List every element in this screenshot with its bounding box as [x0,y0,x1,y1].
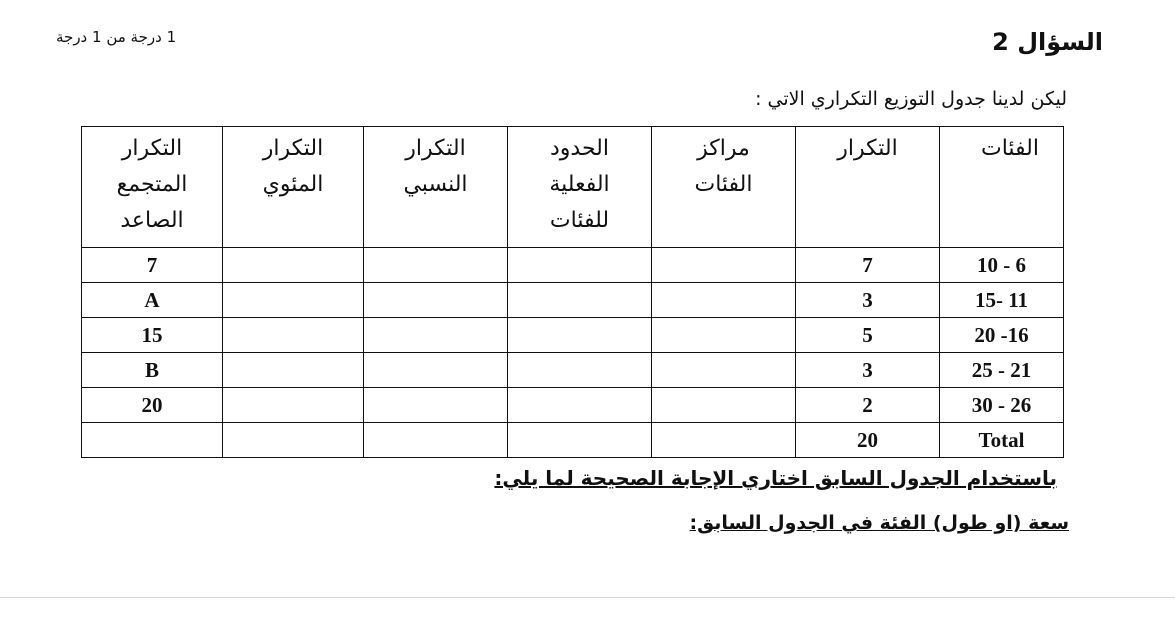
cumulative-cell: B [82,353,223,388]
percent-cell [223,353,364,388]
boundary-cell [508,318,652,353]
class-cell: 11 -15 [940,283,1064,318]
table-row [82,388,1064,423]
cumulative-cell: 15 [82,318,223,353]
boundary-cell [508,283,652,318]
boundary-cell [508,248,652,283]
table-header-row [82,127,1064,248]
table-row [82,318,1064,353]
relative-cell [364,353,508,388]
relative-cell [364,423,508,458]
class-cell: 21 - 25 [940,353,1064,388]
header-class-boundaries: الحدود الفعلية للفئات [508,127,652,248]
class-cell: 6 - 10 [940,248,1064,283]
header-class-midpoints: مراكز الفئات [652,127,796,248]
cumulative-cell: 7 [82,248,223,283]
frequency-cell: 2 [796,388,940,423]
cumulative-cell [82,423,223,458]
question-score: 1 درجة من 1 درجة [56,28,177,46]
frequency-cell: 3 [796,353,940,388]
frequency-cell: 7 [796,248,940,283]
table-row [82,353,1064,388]
percent-cell [223,283,364,318]
percent-cell [223,388,364,423]
midpoint-cell [652,248,796,283]
class-cell: 26 - 30 [940,388,1064,423]
percent-cell [223,423,364,458]
relative-cell [364,248,508,283]
cumulative-cell: 20 [82,388,223,423]
table-row [82,248,1064,283]
table-row-total [82,423,1064,458]
percent-cell [223,248,364,283]
header-relative-frequency: التكرار النسبي [364,127,508,248]
midpoint-cell [652,388,796,423]
header-classes: الفئات [940,127,1064,248]
header-frequency: التكرار [796,127,940,248]
midpoint-cell [652,353,796,388]
header-cumulative-frequency: التكرار المتجمع الصاعد [82,127,223,248]
cumulative-cell: A [82,283,223,318]
midpoint-cell [652,283,796,318]
question-title: السؤال 2 [992,28,1103,56]
header-percent-frequency: التكرار المئوي [223,127,364,248]
relative-cell [364,318,508,353]
boundary-cell [508,423,652,458]
boundary-cell [508,388,652,423]
divider [0,597,1175,598]
class-cell: 16- 20 [940,318,1064,353]
question-intro: ليكن لدينا جدول التوزيع التكراري الاتي : [755,88,1067,110]
frequency-table [81,126,1064,458]
frequency-cell: 3 [796,283,940,318]
percent-cell [223,318,364,353]
midpoint-cell [652,318,796,353]
table-row [82,283,1064,318]
frequency-cell: 5 [796,318,940,353]
class-cell: Total [940,423,1064,458]
midpoint-cell [652,423,796,458]
boundary-cell [508,353,652,388]
sub-question-text: سعة (او طول) الفئة في الجدول السابق: [689,512,1069,534]
frequency-cell: 20 [796,423,940,458]
instruction-text: باستخدام الجدول السابق اختاري الإجابة الصحيحة لما يلي: [494,466,1057,490]
relative-cell [364,283,508,318]
relative-cell [364,388,508,423]
